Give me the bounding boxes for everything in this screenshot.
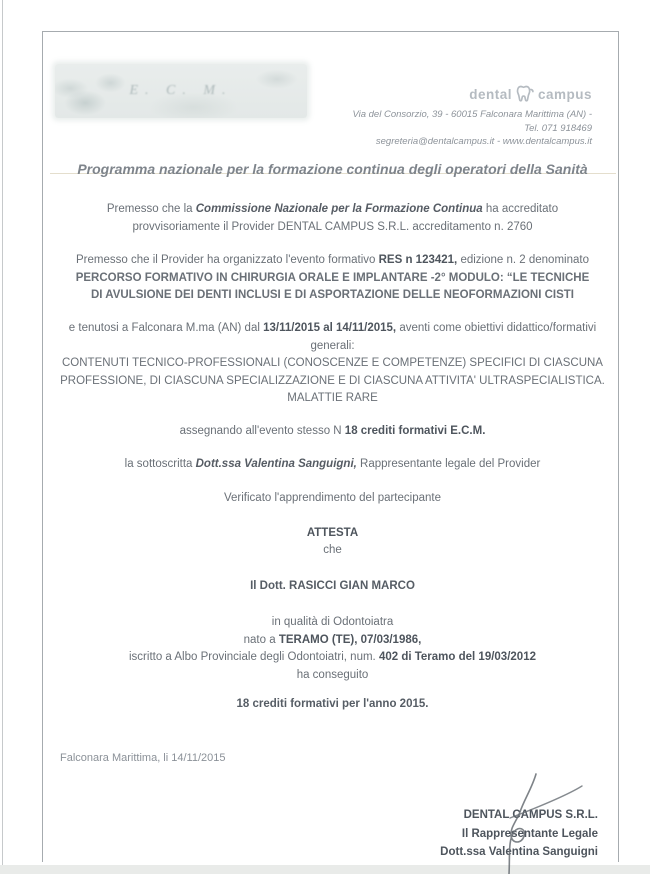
logo-word-dental: dental	[469, 86, 512, 102]
dental-campus-logo	[469, 84, 592, 104]
paragraph-verification: Verificato l'apprendimento del partecipante	[223, 492, 441, 504]
signature-company: DENTAL CAMPUS S.R.L.	[463, 809, 598, 821]
text-segment: iscritto a Albo Provinciale degli Odontoiatri, num.	[129, 651, 379, 663]
che-word: che	[323, 544, 342, 556]
paragraph-accreditation	[70, 200, 595, 236]
attesta-word: ATTESTA	[306, 527, 359, 539]
event-code: RES n 123421,	[378, 254, 458, 266]
text-segment: assegnando all'evento stesso N	[179, 425, 345, 437]
event-title: PERCORSO FORMATIVO IN CHIRURGIA ORALE E IMPLANTARE -2° MODULO: “LE TECNICHE DI AVULSIONE DEI DENTI INCLUSI E DI ASPORTAZIONE DELLE NEOFORMAZIONI CISTI	[75, 271, 590, 301]
stamp-text: E. C. M.	[129, 83, 233, 98]
recipient-quality: in qualità di Odontoiatra	[271, 616, 394, 628]
place-and-date: Falconara Marittima, li 14/11/2015	[60, 752, 226, 764]
text-segment: e tenutosi a Falconara M.ma (AN) dal	[68, 322, 264, 334]
page-border-frame	[42, 31, 619, 862]
faded-stamp	[55, 64, 307, 118]
logo-word-campus: campus	[537, 86, 592, 102]
text-segment: Premesso che la	[106, 203, 196, 215]
paragraph-credits-assigned	[48, 422, 617, 440]
text-segment: Premesso che il Provider ha organizzato l'evento formativo	[76, 254, 379, 266]
handwritten-signature	[480, 770, 620, 874]
tooth-icon	[515, 84, 535, 104]
text-segment: edizione n. 2 denominato	[457, 254, 589, 266]
text-segment: Rappresentante legale del Provider	[356, 458, 541, 470]
provider-address	[352, 108, 592, 149]
legal-representative-name: Dott.ssa Valentina Sanguigni,	[195, 458, 357, 470]
signature-name: Dott.ssa Valentina Sanguigni	[440, 846, 598, 858]
register-info: 402 di Teramo del 19/03/2012	[378, 651, 536, 663]
text-segment: aventi come obiettivi didattico/formativi generali:	[310, 322, 597, 352]
text-segment: ha accreditato provvisoriamente il Provider DENTAL CAMPUS S.R.L. accreditamento n. 2760	[132, 203, 559, 233]
text-segment: la sottoscritta	[124, 458, 196, 470]
attesta-block	[48, 525, 617, 559]
address-line-1: Via del Consorzio, 39 - 60015 Falconara Marittima (AN) -	[352, 109, 592, 120]
address-line-2: Tel. 071 918469	[524, 122, 592, 134]
signature-role: Il Rappresentante Legale	[461, 827, 598, 840]
scan-edge-line	[2, 0, 3, 874]
paragraph-undersigned	[48, 455, 617, 473]
address-line-3: segreteria@dentalcampus.it - www.dentalcampus.it	[375, 136, 592, 147]
event-dates: 13/11/2015 al 14/11/2015,	[263, 322, 397, 334]
recipient-details	[48, 614, 617, 684]
credits-earned: 18 crediti formativi per l'anno 2015.	[236, 698, 429, 710]
document-title: Programma nazionale per la formazione continua degli operatori della Sanità	[77, 161, 588, 177]
paragraph-dates-objectives	[48, 320, 617, 408]
credits-value: 18 crediti formativi E.C.M.	[344, 425, 486, 437]
objectives-text: CONTENUTI TECNICO-PROFESSIONALI (CONOSCENZE E COMPETENZE) SPECIFICI DI CIASCUNA PROFESSIONE, DI CIASCUNA SPECIALIZZAZIONE E DI CIASCUNA ATTIVITA' ULTRASPECIALISTICA. MALATTIE RARE	[60, 357, 605, 404]
birth-info: TERAMO (TE), 07/03/1986,	[278, 633, 422, 646]
text-segment: nato a	[243, 633, 279, 646]
recipient-name: Il Dott. RASICCI GIAN MARCO	[250, 580, 415, 592]
paragraph-event	[70, 252, 595, 305]
commission-name: Commissione Nazionale per la Formazione Continua	[195, 203, 483, 215]
conseguito-text: ha conseguito	[296, 668, 369, 681]
